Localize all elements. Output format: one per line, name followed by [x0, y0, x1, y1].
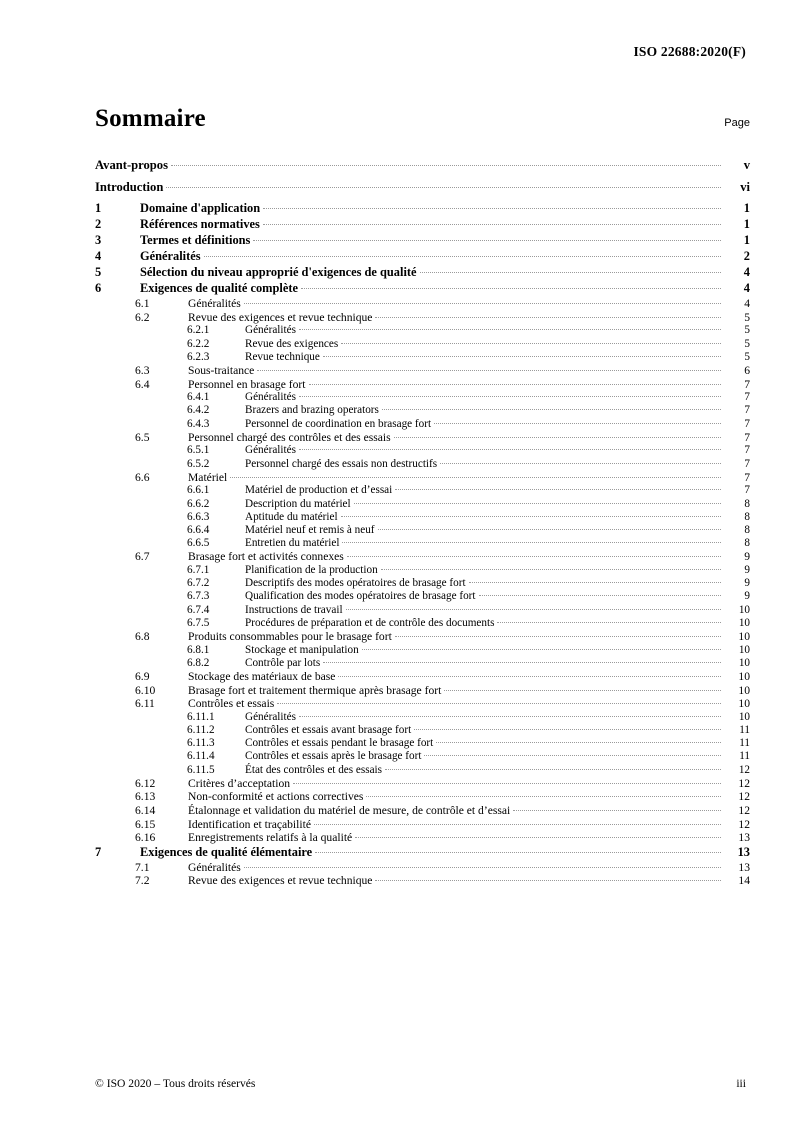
toc-entry[interactable] — [95, 512, 750, 523]
toc-entry[interactable] — [95, 738, 750, 749]
toc-entry-page: vi — [740, 179, 750, 194]
toc-entry-label: Non-conformité et actions correctives — [188, 790, 364, 804]
toc-entry-page: 7 — [744, 404, 750, 417]
toc-entry-page: 10 — [738, 603, 750, 616]
toc-entry-number: 6.3 — [135, 363, 150, 377]
toc-entry-page: 5 — [744, 324, 750, 337]
toc-leader-dots — [424, 755, 721, 756]
toc-entry-number: 5 — [95, 265, 102, 280]
toc-entry-label: Contrôles et essais après le brasage fort — [245, 750, 422, 763]
toc-entry[interactable] — [95, 725, 750, 736]
toc-leader-dots — [355, 837, 721, 838]
toc-entry-number: 6.7.4 — [187, 603, 210, 616]
toc-entry[interactable] — [95, 339, 750, 350]
toc-entry[interactable] — [95, 551, 750, 563]
toc-entry[interactable] — [95, 202, 750, 214]
toc-entry-number: 6.2.2 — [187, 337, 210, 350]
toc-entry-number: 6.15 — [135, 817, 156, 831]
toc-entry-page: 11 — [739, 750, 750, 763]
toc-entry-page: 4 — [743, 281, 750, 296]
toc-leader-dots — [382, 409, 721, 410]
toc-entry[interactable] — [95, 419, 750, 430]
toc-entry-label: Enregistrements relatifs à la qualité — [188, 831, 353, 845]
toc-entry-page: 11 — [739, 737, 750, 750]
toc-entry[interactable] — [95, 538, 750, 549]
toc-entry[interactable] — [95, 459, 750, 470]
toc-leader-dots — [479, 595, 721, 596]
toc-leader-dots — [301, 288, 721, 289]
toc-entry-number: 6.6.2 — [187, 497, 210, 510]
toc-entry-label: Matériel — [188, 470, 228, 484]
toc-entry[interactable] — [95, 819, 750, 831]
toc-entry[interactable] — [95, 862, 750, 874]
toc-leader-dots — [420, 272, 721, 273]
toc-entry-label: Revue des exigences et revue technique — [188, 310, 373, 324]
toc-entry-label: Termes et définitions — [140, 233, 251, 248]
toc-entry[interactable] — [95, 631, 750, 643]
toc-entry[interactable] — [95, 778, 750, 790]
toc-entry-label: Matériel neuf et remis à neuf — [245, 523, 375, 536]
toc-entry-number: 6.6.4 — [187, 523, 210, 536]
toc-leader-dots — [315, 852, 721, 853]
toc-entry[interactable] — [95, 234, 750, 246]
toc-entry-number: 7 — [95, 844, 102, 859]
toc-entry-page: 12 — [738, 817, 750, 831]
toc-leader-dots — [323, 356, 721, 357]
toc-entry-number: 6.7 — [135, 550, 150, 564]
toc-entry-page: 8 — [744, 537, 750, 550]
toc-entry-label: Produits consommables pour le brasage fort — [188, 630, 392, 643]
document-reference: ISO 22688:2020(F) — [633, 44, 746, 59]
toc-leader-dots — [171, 165, 721, 166]
toc-entry-number: 7.1 — [135, 860, 150, 874]
toc-entry-page: 9 — [744, 590, 750, 603]
toc-leader-dots — [497, 622, 721, 623]
toc-entry-number: 6.6 — [135, 470, 150, 484]
toc-entry-number: 6.6.1 — [187, 484, 210, 497]
toc-entry-page: 9 — [744, 563, 750, 576]
toc-entry-number: 6.4.2 — [187, 404, 210, 417]
toc-entry-label: Étalonnage et validation du matériel de mesure, de contrôle et d’essai — [188, 803, 511, 817]
toc-entry-number: 6.11.4 — [187, 750, 215, 763]
toc-entry-page: 10 — [738, 643, 750, 656]
toc-entry-label: Aptitude du matériel — [245, 510, 338, 523]
page-footer — [95, 1077, 746, 1090]
toc-entry-label: Contrôles et essais pendant le brasage fort — [245, 737, 434, 750]
toc-entry-number: 6.4.3 — [187, 417, 210, 430]
toc-entry-number: 6.11.2 — [187, 723, 215, 736]
toc-entry-label: Critères d’acceptation — [188, 776, 291, 790]
toc-entry-label: Stockage et manipulation — [245, 643, 359, 656]
toc-entry-label: Contrôles et essais — [188, 697, 275, 711]
toc-leader-dots — [244, 867, 721, 868]
table-of-contents — [95, 159, 750, 887]
toc-entry-page: 10 — [738, 697, 750, 711]
toc-entry[interactable] — [95, 159, 750, 172]
toc-entry-label: Descriptifs des modes opératoires de brasage fort — [245, 577, 466, 590]
toc-leader-dots — [347, 556, 721, 557]
toc-entry-page: 12 — [738, 803, 750, 817]
toc-entry-page: 10 — [738, 683, 750, 697]
toc-entry-label: Procédures de préparation et de contrôle des documents — [245, 616, 495, 629]
toc-entry-label: Sélection du niveau approprié d'exigences de qualité — [140, 265, 417, 280]
toc-entry-page: v — [743, 158, 750, 172]
toc-entry-number: 6.4.1 — [187, 391, 210, 404]
toc-entry[interactable] — [95, 791, 750, 803]
toc-entry-page: 4 — [744, 297, 750, 311]
toc-entry[interactable] — [95, 218, 750, 230]
toc-leader-dots — [414, 729, 721, 730]
toc-leader-dots — [469, 582, 721, 583]
toc-entry[interactable] — [95, 392, 750, 403]
toc-leader-dots — [244, 303, 721, 304]
toc-leader-dots — [299, 329, 721, 330]
toc-entry-label: Contrôle par lots — [245, 656, 321, 669]
toc-entry-label: Exigences de qualité complète — [140, 281, 298, 296]
toc-entry-label: Avant-propos — [95, 158, 169, 172]
toc-entry-label: Brasage fort et activités connexes — [188, 550, 344, 564]
toc-entry[interactable] — [95, 181, 750, 194]
toc-entry[interactable] — [95, 698, 750, 710]
toc-entry-page: 13 — [737, 844, 750, 859]
toc-leader-dots — [263, 224, 721, 225]
toc-entry-label: Exigences de qualité élémentaire — [140, 844, 313, 859]
toc-entry[interactable] — [95, 645, 750, 656]
toc-leader-dots — [436, 742, 721, 743]
toc-leader-dots — [341, 343, 721, 344]
toc-entry-page: 2 — [743, 249, 750, 264]
toc-entry-number: 6.10 — [135, 683, 156, 697]
toc-entry-number: 6.7.5 — [187, 616, 210, 629]
toc-entry[interactable] — [95, 525, 750, 536]
toc-entry[interactable] — [95, 685, 750, 697]
toc-entry-number: 4 — [95, 249, 102, 264]
toc-entry[interactable] — [95, 365, 750, 377]
toc-leader-dots — [444, 690, 721, 691]
toc-entry-number: 6.7.2 — [187, 577, 210, 590]
toc-entry-label: Planification de la production — [245, 563, 378, 576]
toc-leader-dots — [253, 240, 721, 241]
toc-entry-page: 10 — [738, 670, 750, 683]
toc-entry-label: Généralités — [245, 710, 296, 723]
toc-entry-number: 6 — [95, 281, 102, 296]
toc-entry-page: 7 — [744, 430, 750, 444]
toc-leader-dots — [204, 256, 721, 257]
toc-entry[interactable] — [95, 658, 750, 669]
toc-entry-page: 7 — [744, 391, 750, 404]
toc-entry[interactable] — [95, 875, 750, 887]
toc-entry-page: 7 — [744, 444, 750, 457]
toc-entry-page: 9 — [744, 577, 750, 590]
toc-entry-page: 5 — [744, 337, 750, 350]
toc-leader-dots — [354, 503, 721, 504]
toc-leader-dots — [440, 463, 721, 464]
toc-entry-label: Instructions de travail — [245, 603, 343, 616]
toc-entry-label: Identification et traçabilité — [188, 817, 311, 831]
toc-entry-page: 14 — [738, 874, 750, 888]
toc-entry[interactable] — [95, 765, 750, 776]
toc-entry-label: Matériel de production et d’essai — [245, 484, 393, 497]
toc-entry-label: Brasage fort et traitement thermique après brasage fort — [188, 683, 442, 697]
toc-entry-label: Sous-traitance — [188, 363, 255, 377]
toc-leader-dots — [395, 636, 721, 637]
toc-entry-number: 6.11.5 — [187, 763, 215, 776]
toc-entry[interactable] — [95, 312, 750, 324]
toc-leader-dots — [375, 880, 721, 881]
footer-page-number: iii — [736, 1077, 746, 1090]
toc-entry-label: Revue technique — [245, 350, 320, 363]
toc-entry[interactable] — [95, 578, 750, 589]
toc-entry-page: 5 — [744, 310, 750, 324]
toc-entry-page: 12 — [738, 763, 750, 776]
toc-entry-number: 1 — [95, 201, 102, 216]
toc-entry-page: 8 — [744, 523, 750, 536]
toc-entry[interactable] — [95, 591, 750, 602]
toc-leader-dots — [314, 824, 721, 825]
toc-entry[interactable] — [95, 352, 750, 363]
toc-leader-dots — [299, 716, 721, 717]
toc-leader-dots — [362, 649, 721, 650]
toc-content — [95, 105, 750, 889]
toc-entry-number: 7.2 — [135, 874, 150, 888]
toc-entry-page: 10 — [738, 630, 750, 643]
toc-leader-dots — [309, 384, 721, 385]
toc-leader-dots — [166, 187, 721, 188]
toc-entry-label: Personnel chargé des contrôles et des essais — [188, 430, 391, 444]
toc-entry[interactable] — [95, 565, 750, 576]
toc-entry-number: 6.1 — [135, 297, 150, 311]
toc-entry-label: Généralités — [245, 391, 296, 404]
toc-entry-label: État des contrôles et des essais — [245, 763, 383, 776]
toc-entry[interactable] — [95, 379, 750, 391]
toc-entry-number: 6.6.3 — [187, 510, 210, 523]
toc-leader-dots — [341, 516, 721, 517]
toc-entry-label: Qualification des modes opératoires de brasage fort — [245, 590, 476, 603]
toc-leader-dots — [342, 542, 721, 543]
toc-entry-number: 6.5.1 — [187, 444, 210, 457]
toc-entry-number: 6.8.1 — [187, 643, 210, 656]
toc-entry-number: 6.13 — [135, 790, 156, 804]
toc-leader-dots — [230, 477, 721, 478]
toc-entry-page: 7 — [744, 377, 750, 391]
toc-entry[interactable] — [95, 712, 750, 723]
toc-entry-page: 12 — [738, 790, 750, 804]
toc-entry-page: 1 — [743, 201, 750, 216]
toc-leader-dots — [375, 317, 721, 318]
toc-leader-dots — [385, 769, 721, 770]
toc-entry[interactable] — [95, 282, 750, 294]
toc-entry[interactable] — [95, 432, 750, 444]
toc-leader-dots — [299, 449, 721, 450]
toc-entry-page: 10 — [738, 710, 750, 723]
toc-entry-label: Introduction — [95, 179, 164, 194]
toc-entry-page: 10 — [738, 656, 750, 669]
toc-entry-number: 6.12 — [135, 776, 156, 790]
toc-entry[interactable] — [95, 445, 750, 456]
toc-entry-page: 12 — [738, 776, 750, 790]
toc-entry-label: Domaine d'application — [140, 201, 261, 216]
toc-entry-number: 6.14 — [135, 803, 156, 817]
toc-entry[interactable] — [95, 846, 750, 858]
toc-entry-label: Brazers and brazing operators — [245, 404, 379, 417]
toc-entry[interactable] — [95, 298, 750, 310]
toc-entry-number: 6.8 — [135, 630, 150, 643]
toc-leader-dots — [277, 703, 721, 704]
toc-title-row — [95, 105, 750, 133]
toc-leader-dots — [434, 423, 721, 424]
toc-entry-label: Généralités — [140, 249, 201, 264]
toc-entry-label: Contrôles et essais avant brasage fort — [245, 723, 412, 736]
toc-entry-number: 6.4 — [135, 377, 150, 391]
toc-entry-number: 6.6.5 — [187, 537, 210, 550]
toc-entry-number: 6.7.3 — [187, 590, 210, 603]
toc-entry-page: 1 — [743, 233, 750, 248]
toc-entry-number: 6.2.3 — [187, 350, 210, 363]
toc-entry-label: Personnel chargé des essais non destructifs — [245, 457, 438, 470]
toc-entry[interactable] — [95, 751, 750, 762]
toc-entry[interactable] — [95, 472, 750, 484]
toc-entry-label: Stockage des matériaux de base — [188, 670, 336, 683]
toc-entry-number: 6.2.1 — [187, 324, 210, 337]
toc-entry-label: Revue des exigences — [245, 337, 339, 350]
toc-leader-dots — [346, 609, 721, 610]
toc-leader-dots — [338, 676, 721, 677]
toc-entry-page: 10 — [738, 616, 750, 629]
copyright-notice: © ISO 2020 – Tous droits réservés — [95, 1077, 256, 1090]
toc-entry-page: 7 — [744, 417, 750, 430]
toc-entry-page: 13 — [738, 860, 750, 874]
toc-entry[interactable] — [95, 605, 750, 616]
toc-leader-dots — [257, 370, 721, 371]
toc-leader-dots — [513, 810, 721, 811]
toc-entry[interactable] — [95, 671, 750, 683]
toc-entry[interactable] — [95, 832, 750, 844]
toc-leader-dots — [395, 489, 721, 490]
toc-entry[interactable] — [95, 250, 750, 262]
toc-entry-label: Généralités — [245, 444, 296, 457]
toc-entry[interactable] — [95, 499, 750, 510]
toc-entry-label: Personnel en brasage fort — [188, 377, 306, 391]
toc-entry-page: 6 — [744, 363, 750, 377]
toc-entry-number: 6.9 — [135, 670, 150, 683]
toc-entry[interactable] — [95, 325, 750, 336]
toc-entry-number: 3 — [95, 233, 102, 248]
toc-entry-page: 5 — [744, 350, 750, 363]
page-title: Sommaire — [95, 105, 206, 132]
toc-leader-dots — [381, 569, 721, 570]
toc-entry-page: 7 — [744, 457, 750, 470]
toc-entry-label: Références normatives — [140, 217, 260, 232]
page-column-label: Page — [724, 117, 750, 129]
toc-entry-number: 2 — [95, 217, 102, 232]
toc-entry-label: Généralités — [245, 324, 296, 337]
toc-entry-label: Généralités — [188, 860, 241, 874]
toc-leader-dots — [293, 783, 721, 784]
toc-leader-dots — [299, 396, 721, 397]
toc-leader-dots — [323, 662, 721, 663]
toc-entry-page: 4 — [743, 265, 750, 280]
toc-entry-page: 1 — [743, 217, 750, 232]
toc-leader-dots — [366, 796, 721, 797]
toc-entry-page: 9 — [744, 550, 750, 564]
toc-entry-number: 6.8.2 — [187, 656, 210, 669]
toc-entry-number: 6.5.2 — [187, 457, 210, 470]
toc-entry-page: 7 — [744, 484, 750, 497]
toc-entry-label: Revue des exigences et revue technique — [188, 874, 373, 888]
toc-entry-label: Généralités — [188, 297, 241, 311]
toc-entry[interactable] — [95, 618, 750, 629]
toc-entry[interactable] — [95, 485, 750, 496]
toc-entry-label: Entretien du matériel — [245, 537, 340, 550]
toc-entry[interactable] — [95, 805, 750, 817]
toc-entry-number: 6.7.1 — [187, 563, 210, 576]
toc-leader-dots — [263, 208, 721, 209]
toc-entry-page: 8 — [744, 497, 750, 510]
toc-entry-page: 13 — [738, 831, 750, 845]
toc-entry[interactable] — [95, 266, 750, 278]
toc-entry-number: 6.11.3 — [187, 737, 215, 750]
toc-entry-number: 6.16 — [135, 831, 156, 845]
toc-entry-page: 11 — [739, 723, 750, 736]
toc-entry-page: 8 — [744, 510, 750, 523]
toc-entry[interactable] — [95, 405, 750, 416]
toc-entry-page: 7 — [744, 470, 750, 484]
toc-entry-number: 6.11.1 — [187, 710, 215, 723]
toc-entry-number: 6.5 — [135, 430, 150, 444]
toc-entry-number: 6.11 — [135, 697, 155, 711]
toc-entry-number: 6.2 — [135, 310, 150, 324]
toc-leader-dots — [378, 529, 721, 530]
toc-entry-label: Description du matériel — [245, 497, 351, 510]
toc-leader-dots — [394, 437, 721, 438]
toc-entry-label: Personnel de coordination en brasage fort — [245, 417, 432, 430]
